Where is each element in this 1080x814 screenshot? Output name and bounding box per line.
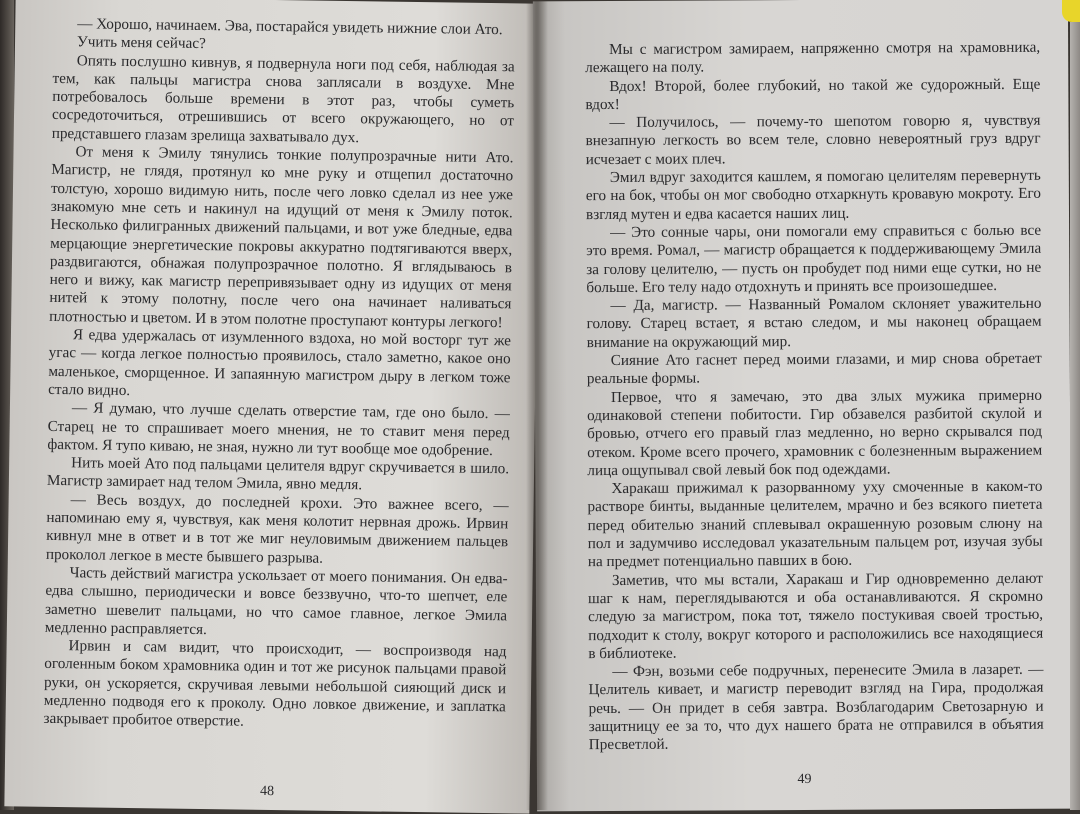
paragraph: — Да, магистр. — Названный Ромалом склоняет уважительно голову. Старец встает, я встаю следом, и мы наконец обращаем внимание на окружающий мир. [586, 294, 1042, 351]
paragraph: Эмил вдруг заходится кашлем, я помогаю целителям перевернуть его на бок, чтобы он мог свободно отхаркнуть кровавую мокроту. Его взгляд мутен и едва касается наших лиц. [585, 166, 1041, 223]
paragraph: Харакаш прижимал к разорванному уху смоченные в каком-то растворе бинты, выданные целителем, мрачно и без всякого пиетета перед обителью знаний сплевывал окрашенную розовым слюну на пол и задумчиво исследовал указательным пальцем рот, изучая зубы на предмет потенциально павших в бою. [587, 477, 1043, 571]
paragraph: Сияние Ато гаснет перед моими глазами, и мир снова обретает реальные формы. [586, 349, 1042, 388]
left-page [4, 0, 540, 814]
paragraph: Мы с магистром замираем, напряженно смотря на храмовника, лежащего на полу. [585, 38, 1041, 77]
paragraph: Ирвин и сам видит, что происходит, — воспроизводя над оголенным боком храмовника один и тот же рисунок пальцами правой руки, он ускоряется, скручивая левыми небольшой сияющий диск и медленно подводя его к проколу. Одно ловкое движение, и заплатка закрывает пробитое отверстие. [43, 637, 507, 730]
paragraph: Учить меня сейчас? [76, 33, 206, 53]
paragraph: Заметив, что мы встали, Харакаш и Гир одновременно делают шаг к нам, переглядываются и оба останавливаются. Я скромно следую за магистром, пока тот, тяжело постукивая своей тростью, подходит к столу, вокруг которого и расположились все находящиеся в библиотеке. [587, 569, 1044, 662]
paragraph: — Это сонные чары, они помогали ему справиться с болью все это время. Ромал, — магистр обращается к поддерживающему Эмила за голову целителю, — пусть он пробудет под ними еще сутки, но не больше. Его телу надо отдохнуть и принять все произошедшее. [586, 221, 1042, 296]
paragraph: — Я думаю, что лучше сделать отверстие там, где оно было. — Старец не то спрашивает моего мнения, не то ставит меня перед фактом. Я тупо киваю, не зная, нужно ли тут вообще мое одобрение. [47, 399, 511, 459]
paragraph: — Получилось, — почему-то шепотом говорю я, чувствуя внезапную легкость во всем теле, словно невероятный груз вдруг исчезает с моих плеч. [585, 111, 1041, 168]
right-page [533, 0, 1072, 811]
paragraph: Я едва удержалась от изумленного вздоха, но мой восторг тут же угас — когда легкое полностью проявилось, стало заметно, какое оно маленькое, сморщенное. И запаянную магистром дыру в легком тоже стало видно. [48, 326, 512, 399]
paragraph: Вдох! Второй, более глубокий, но такой же судорожный. Еще вдох! [585, 75, 1041, 114]
right-page-text [585, 39, 1044, 755]
paragraph: Нить моей Ато под пальцами целителя вдруг скручивается в шило. Магистр замирает над телом Эмила, явно медля. [46, 454, 510, 494]
paragraph: — Фэн, возьми себе подручных, перенесите Эмила в лазарет. — Целитель кивает, и магистр переводит взгляд на Гира, продолжая речь. — Он придет в себя завтра. Возблагодарим Светозарную и защитницу ее за то, что дух нашего брата не отправился в объятия Пресветлой. [588, 660, 1044, 754]
paragraph: От меня к Эмилу тянулись тонкие полупрозрачные нити Ато. Магистр, не глядя, протянул ко мне руку и отщепил достаточно толстую, хорошо видимую нить, после чего ловко сделал из нее уже знакомую мне сеть и накинул на идущий от меня к Эмилу поток. Несколько филигранных движений пальцами, и вот уже бледные, едва мерцающие энергетические покровы аккуратно подтягиваются вверх, раздвигаются, обнажая полупрозрачное полотно. Я вглядываюсь в него и вижу, как магистр перепривязывает одну из идущих от меня нитей к этому полотну, после чего она начинает наливаться плотностью и цветом. И в этом полотне проступают контуры легкого! [49, 143, 514, 331]
book-edge-right [1070, 22, 1080, 810]
paragraph: — Хорошо, начинаем. Эва, постарайся увидеть нижние слои Ато. [77, 15, 503, 39]
paragraph: Опять послушно кивнув, я подвернула ноги под себя, наблюдая за тем, как пальцы магистра снова заплясали в воздухе. Мне потребовалось больше времени в этот раз, чтобы суметь сосредоточиться, отрешившись от всего окружающего, но от представшего глазам зрелища захватывало дух. [51, 51, 515, 146]
yellow-object [1062, 0, 1080, 22]
paragraph: Первое, что я замечаю, это два злых мужика примерно одинаковой степени побитости. Гир обзавелся разбитой скулой и бровью, отчего его правый глаз медленно, но верно скрывался под отеком. Кроме всего прочего, храмовник с болезненным выражением лица ощупывал свой левый бок под одеждами. [587, 386, 1043, 479]
page-number: 49 [797, 771, 812, 788]
paragraph: Часть действий магистра ускользает от моего понимания. Он едва-едва слышно, периодически и вовсе беззвучно, что-то шепчет, еле заметно шевелит пальцами, но что самое главное, легкое Эмила медленно расправляется. [44, 564, 508, 638]
page-number: 48 [259, 783, 275, 800]
left-page-text [43, 15, 515, 735]
paragraph: — Весь воздух, до последней крохи. Это важнее всего, — напоминаю ему я, чувствуя, как меня колотит нервная дрожь. Ирвин кивнул мне в ответ и в тот же миг неуловимым движением пальцев проколол легкое в месте бывшего разрыва. [45, 490, 509, 567]
